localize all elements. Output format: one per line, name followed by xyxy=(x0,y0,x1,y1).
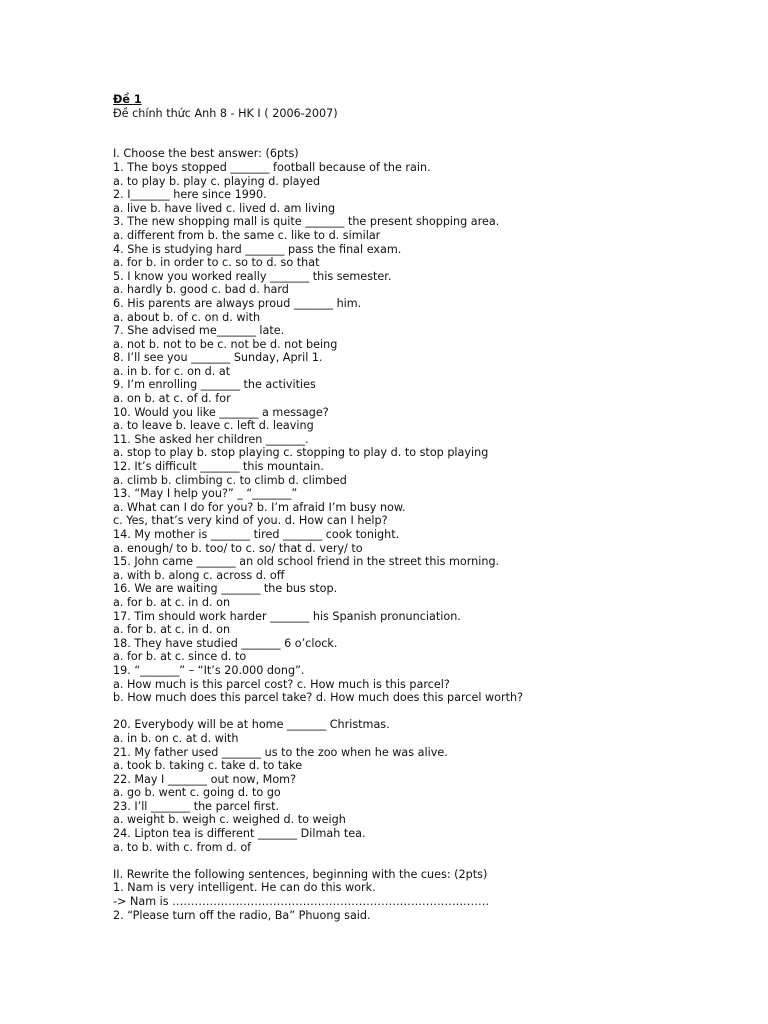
question-line: 3. The new shopping mall is quite _______ the present shopping area. xyxy=(113,215,500,229)
exam-document xyxy=(113,93,733,922)
rewrite-answer-line: -> Nam is …………………………………………………………………………. xyxy=(113,895,489,909)
question-line: 21. My father used _______ us to the zoo when he was alive. xyxy=(113,745,448,759)
answer-options-line: a. to leave b. leave c. left d. leaving xyxy=(113,419,314,433)
question-line: 23. I’ll _______ the parcel first. xyxy=(113,799,280,813)
question-line: 15. John came _______ an old school friend in the street this morning. xyxy=(113,555,500,569)
question-line: 16. We are waiting _______ the bus stop. xyxy=(113,582,338,596)
answer-options-line: a. with b. along c. across d. off xyxy=(113,568,285,582)
question-line: 13. “May I help you?” _ “_______” xyxy=(113,487,298,501)
section-heading-part-2: II. Rewrite the following sentences, beginning with the cues: (2pts) xyxy=(113,867,488,881)
document-title: Đề 1 xyxy=(113,93,142,106)
spacer-line xyxy=(113,134,733,148)
spacer-line xyxy=(113,705,733,719)
question-line: 17. Tim should work harder _______ his Spanish pronunciation. xyxy=(113,609,461,623)
answer-options-line: a. What can I do for you? b. I’m afraid I’m busy now. xyxy=(113,500,406,514)
rewrite-prompt-line: 1. Nam is very intelligent. He can do this work. xyxy=(113,881,376,895)
question-line: 24. Lipton tea is different _______ Dilmah tea. xyxy=(113,827,366,841)
answer-options-line: a. climb b. climbing c. to climb d. climbed xyxy=(113,473,347,487)
question-line: 7. She advised me_______ late. xyxy=(113,324,285,338)
section-heading-part-1: I. Choose the best answer: (6pts) xyxy=(113,147,299,161)
question-line: 18. They have studied _______ 6 o’clock. xyxy=(113,636,338,650)
answer-options-line: a. go b. went c. going d. to go xyxy=(113,786,281,800)
question-line: 19. “_______” – “It’s 20.000 dong”. xyxy=(113,663,305,677)
question-line: 9. I’m enrolling _______ the activities xyxy=(113,378,316,392)
answer-options-line: a. stop to play b. stop playing c. stopping to play d. to stop playing xyxy=(113,446,489,460)
spacer-line xyxy=(113,120,733,134)
answer-options-line: a. about b. of c. on d. with xyxy=(113,310,261,324)
answer-options-line: a. different from b. the same c. like to d. similar xyxy=(113,228,381,242)
answer-options-line: a. for b. at c. since d. to xyxy=(113,650,247,664)
question-line: 20. Everybody will be at home _______ Christmas. xyxy=(113,718,390,732)
question-line: 5. I know you worked really _______ this semester. xyxy=(113,269,392,283)
answer-options-line: a. for b. at c. in d. on xyxy=(113,595,231,609)
question-line: 22. May I _______ out now, Mom? xyxy=(113,772,297,786)
answer-options-line: a. How much is this parcel cost? c. How much is this parcel? xyxy=(113,677,450,691)
question-line: 1. The boys stopped _______ football because of the rain. xyxy=(113,160,431,174)
answer-options-line: a. on b. at c. of d. for xyxy=(113,392,231,406)
answer-options-line: a. hardly b. good c. bad d. hard xyxy=(113,283,289,297)
answer-options-line: a. enough/ to b. too/ to c. so/ that d. very/ to xyxy=(113,541,363,555)
answer-options-line: a. for b. in order to c. so to d. so that xyxy=(113,256,320,270)
answer-options-line: a. live b. have lived c. lived d. am living xyxy=(113,201,336,215)
question-line: 4. She is studying hard _______ pass the final exam. xyxy=(113,242,402,256)
answer-options-line: a. in b. on c. at d. with xyxy=(113,731,239,745)
answer-options-line: a. to b. with c. from d. of xyxy=(113,840,252,854)
answer-options-line: a. in b. for c. on d. at xyxy=(113,364,231,378)
answer-options-line: a. took b. taking c. take d. to take xyxy=(113,759,303,773)
rewrite-prompt-line: 2. “Please turn off the radio, Ba” Phuong said. xyxy=(113,908,371,922)
answer-options-line: a. to play b. play c. playing d. played xyxy=(113,174,321,188)
question-line: 12. It’s difficult _______ this mountain. xyxy=(113,460,324,474)
spacer-line xyxy=(113,854,733,868)
answer-options-line: a. not b. not to be c. not be d. not being xyxy=(113,337,338,351)
question-line: 11. She asked her children _______. xyxy=(113,432,309,446)
answer-options-line: b. How much does this parcel take? d. How much does this parcel worth? xyxy=(113,691,524,705)
answer-options-line: a. for b. at c. in d. on xyxy=(113,623,231,637)
question-line: 14. My mother is _______ tired _______ cook tonight. xyxy=(113,528,400,541)
question-line: 10. Would you like _______ a message? xyxy=(113,405,329,419)
question-line: 8. I’ll see you _______ Sunday, April 1. xyxy=(113,351,323,365)
answer-options-line: c. Yes, that’s very kind of you. d. How can I help? xyxy=(113,514,388,528)
question-line: 2. I_______ here since 1990. xyxy=(113,188,267,202)
answer-options-line: a. weight b. weigh c. weighed d. to weigh xyxy=(113,813,346,827)
question-line: 6. His parents are always proud _______ him. xyxy=(113,296,362,310)
document-subtitle: Đề chính thức Anh 8 - HK I ( 2006-2007) xyxy=(113,106,338,120)
